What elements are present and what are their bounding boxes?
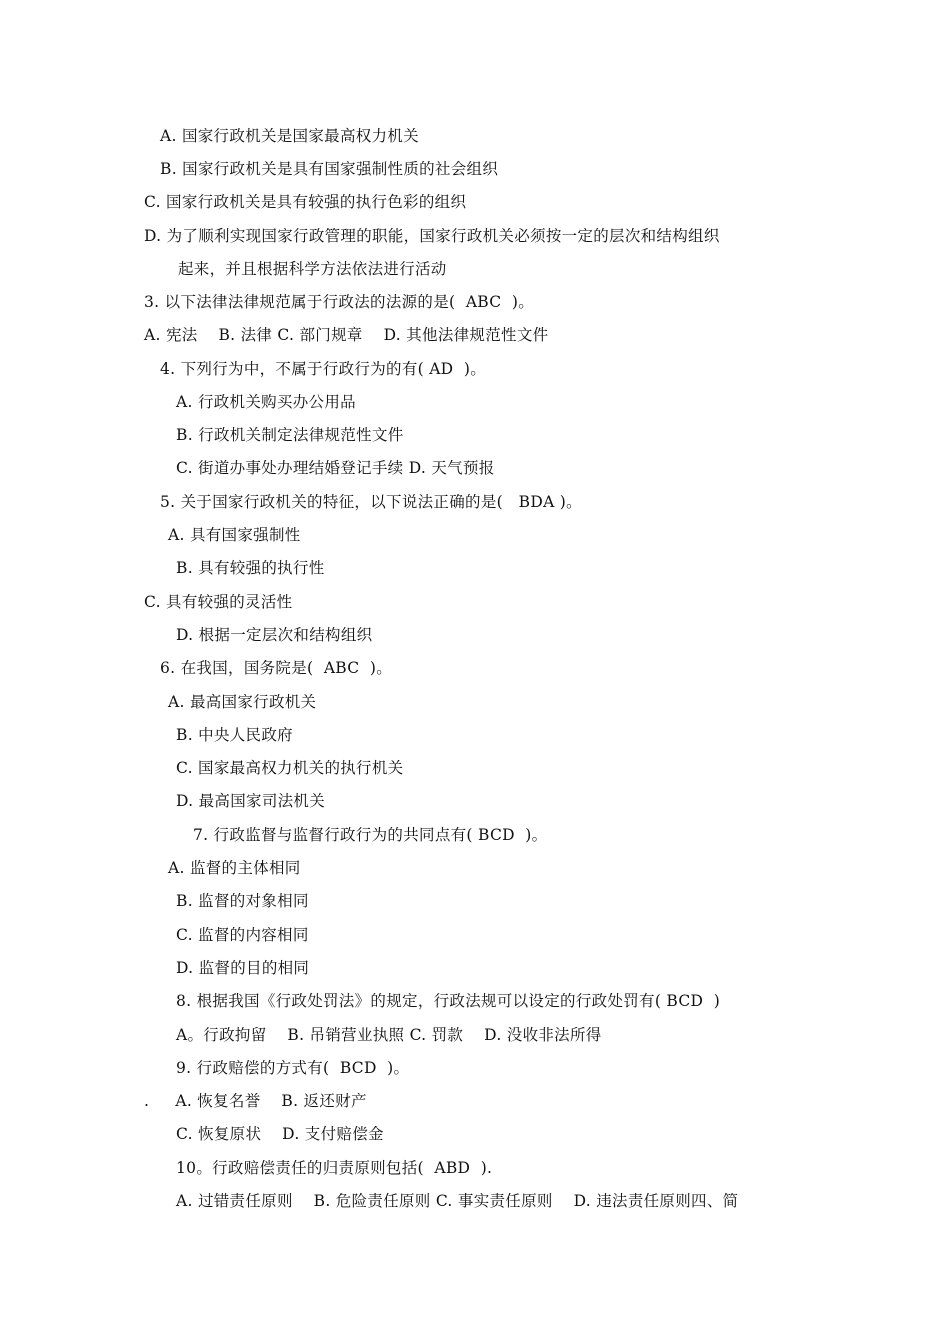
text-line: C. 街道办事处办理结婚登记手续 D. 天气预报 [176, 459, 495, 477]
text-line: A. 过错责任原则 B. 危险责任原则 C. 事实责任原则 D. 违法责任原则四、简 [176, 1192, 739, 1210]
text-line: 10。行政赔偿责任的归责原则包括( ABD ). [176, 1159, 493, 1177]
text-line: C. 国家行政机关是具有较强的执行色彩的组织 [144, 193, 467, 211]
text-line: C. 国家最高权力机关的执行机关 [176, 759, 404, 777]
text-line: C. 具有较强的灵活性 [144, 593, 293, 611]
text-line: C. 恢复原状 D. 支付赔偿金 [176, 1125, 384, 1143]
text-line: B. 国家行政机关是具有国家强制性质的社会组织 [160, 160, 499, 178]
text-line: D. 监督的目的相同 [176, 959, 310, 977]
text-line: 7. 行政监督与监督行政行为的共同点有( BCD )。 [193, 826, 548, 844]
text-line: A. 具有国家强制性 [168, 526, 301, 544]
text-line: 9. 行政赔偿的方式有( BCD )。 [176, 1059, 410, 1077]
text-line: D. 最高国家司法机关 [176, 792, 326, 810]
text-line: 5. 关于国家行政机关的特征，以下说法正确的是( BDA )。 [160, 493, 582, 511]
text-line: 6. 在我国，国务院是( ABC )。 [160, 659, 393, 677]
text-line: C. 监督的内容相同 [176, 926, 309, 944]
text-line: B. 中央人民政府 [176, 726, 293, 744]
text-line: A. 国家行政机关是国家最高权力机关 [160, 127, 419, 145]
text-line: B. 具有较强的执行性 [176, 559, 325, 577]
text-line: A. 宪法 B. 法律 C. 部门规章 D. 其他法律规范性文件 [144, 326, 549, 344]
text-line: D. 为了顺利实现国家行政管理的职能，国家行政机关必须按一定的层次和结构组织 [144, 227, 720, 245]
text-line: 4. 下列行为中，不属于行政行为的有( AD )。 [160, 360, 487, 378]
text-line: 起来，并且根据科学方法依法进行活动 [178, 260, 447, 278]
text-line: A. 行政机关购买办公用品 [176, 393, 356, 411]
text-line: B. 行政机关制定法律规范性文件 [176, 426, 404, 444]
text-line: A. 监督的主体相同 [168, 859, 301, 877]
text-line: A。行政拘留 B. 吊销营业执照 C. 罚款 D. 没收非法所得 [176, 1026, 602, 1044]
text-line: 3. 以下法律法律规范属于行政法的法源的是( ABC )。 [144, 293, 535, 311]
text-line: . A. 恢复名誉 B. 返还财产 [144, 1092, 367, 1110]
text-line: D. 根据一定层次和结构组织 [176, 626, 373, 644]
text-line: A. 最高国家行政机关 [168, 693, 317, 711]
text-line: B. 监督的对象相同 [176, 892, 309, 910]
text-line: 8. 根据我国《行政处罚法》的规定，行政法规可以设定的行政处罚有( BCD ) [176, 992, 721, 1010]
